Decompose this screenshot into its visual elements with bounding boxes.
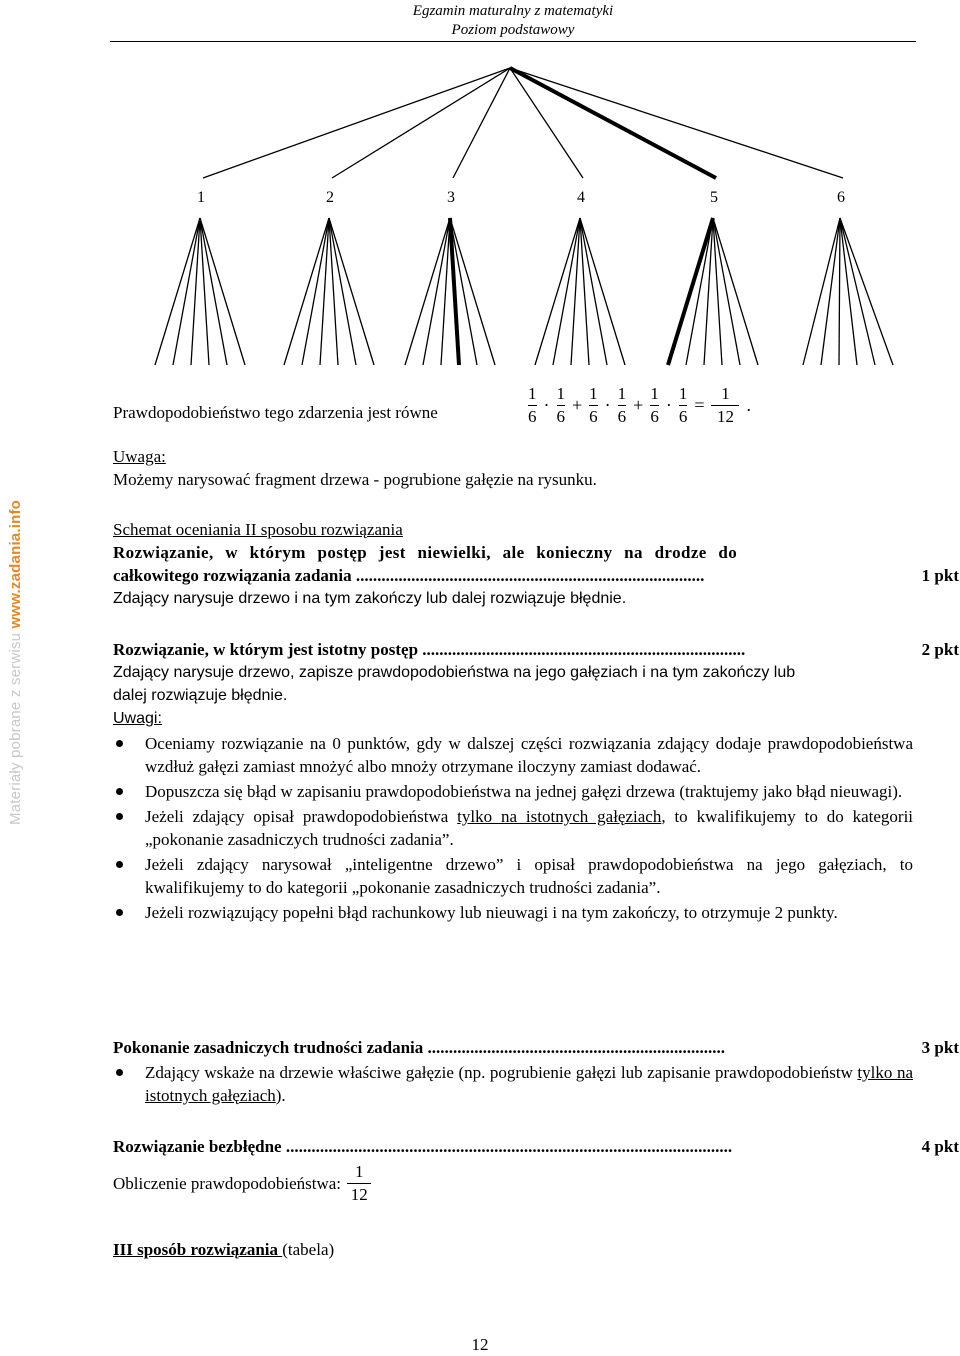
remark-item: Jeżeli rozwiązujący popełni błąd rachunkowy lub nieuwagi i na tym zakończy, to otrzymuje 2 punkty. (113, 901, 913, 924)
tree-node-label: 1 (197, 189, 205, 206)
level4-heading: Rozwiązanie bezbłędne (113, 1137, 282, 1156)
level4-calc (113, 1162, 959, 1205)
fraction-2: $\frac{1}{6}$ (556, 384, 565, 426)
level1-desc: Zdający narysuje drzewo i na tym zakończy lub dalej rozwiązuje błędnie. (113, 590, 627, 607)
tree-diagram (110, 60, 960, 380)
fraction-5: $\frac{1}{6}$ (650, 384, 659, 426)
operator: = (694, 395, 705, 415)
level2-desc: Zdający narysuje drzewo, zapisze prawdopodobieństwa na jego gałęziach i na tym zakończy lub dalej rozwiązuje błędnie. (113, 664, 796, 704)
header-line1: Egzamin maturalny z matematyki (412, 3, 614, 19)
probability-text: Prawdopodobieństwo tego zdarzenia jest równe (113, 403, 438, 422)
scheme-title: Schemat oceniania II sposobu rozwiązania (113, 520, 403, 539)
note-block (113, 445, 959, 491)
side-watermark (2, 480, 32, 825)
level1-heading-row (113, 564, 959, 587)
fraction-1: $\frac{1}{6}$ (528, 384, 537, 426)
subtree-branch (840, 218, 875, 365)
operator: + (572, 395, 583, 415)
bullet-icon (116, 909, 123, 916)
tree-branch (510, 68, 583, 178)
level3-heading: Pokonanie zasadniczych trudności zadania (113, 1038, 424, 1057)
bullet-icon (116, 1069, 123, 1076)
tree-branch (203, 68, 510, 178)
tree-branch (332, 68, 510, 178)
operator: · (665, 395, 672, 415)
remark-item: Jeżeli zdający opisał prawdopodobieństwa tylko na istotnych gałęziach, to kwalifikujemy to do kategorii „pokonanie zasadniczych trudności zadania”. (113, 805, 913, 851)
fraction-4: $\frac{1}{6}$ (617, 384, 627, 426)
level4-dots: ......................................................................................................... (281, 1137, 733, 1156)
level3-section (113, 1036, 959, 1109)
note-text: Możemy narysować fragment drzewa - pogrubione gałęzie na rysunku. (113, 470, 597, 489)
level2-remarks-title: Uwagi: (113, 710, 162, 727)
method3-suffix: (tabela) (282, 1240, 335, 1259)
probability-equation (523, 384, 753, 444)
tree-node-label: 6 (837, 189, 845, 206)
subtree-branch (839, 218, 840, 365)
level2-dots: ............................................................................ (418, 640, 746, 659)
note-title: Uwaga: (113, 447, 166, 466)
header-rule (110, 41, 916, 42)
subtree-branch (803, 218, 840, 365)
level2-remarks (113, 732, 913, 924)
fraction-6: $\frac{1}{6}$ (678, 384, 688, 426)
method3-title-row (113, 1238, 959, 1261)
tree-node-label: 5 (710, 189, 718, 206)
tree-branch (510, 68, 843, 178)
level1-heading-line1: Rozwiązanie, w którym postęp jest niewielki, ale konieczny na drodze do (113, 543, 738, 562)
calc-label: Obliczenie prawdopodobieństwa: (113, 1174, 342, 1193)
page-number: 12 (471, 1335, 489, 1354)
tree-node-label: 4 (577, 189, 585, 206)
level1-heading-line2: całkowitego rozwiązania zadania (113, 566, 352, 585)
level2-points: 2 pkt (921, 640, 959, 659)
level3-heading-row (113, 1036, 959, 1059)
page-header (380, 2, 646, 40)
level4-section (113, 1135, 959, 1158)
tree-branch (453, 68, 510, 178)
level4-points: 4 pkt (921, 1137, 959, 1156)
tree-node-label: 3 (447, 189, 455, 206)
operator: + (633, 395, 644, 415)
fraction-3: $\frac{1}{6}$ (589, 384, 598, 426)
level2-section (113, 638, 959, 926)
level4-heading-row (113, 1135, 959, 1158)
level3-points: 3 pkt (921, 1038, 959, 1057)
level3-item: Zdający wskaże na drzewie właściwe gałęzie (np. pogrubienie gałęzi lub zapisanie prawdopodobieństw tylko na istotnych gałęziach). (113, 1061, 913, 1107)
bullet-icon (116, 813, 123, 820)
remark-item: Oceniamy rozwiązanie na 0 punktów, gdy w dalszej części rozwiązania zdający dodaje prawdopodobieństwa wzdłuż gałęzi zamiast mnożyć albo mnoży otrzymane iloczyny zamiast dodawać. (113, 732, 913, 778)
probability-tree (110, 60, 960, 385)
watermark-prefix: Materiały pobrane z serwisu (7, 628, 24, 825)
level1-dots: .................................................................................. (351, 566, 705, 585)
level3-dots: ...................................................................... (423, 1038, 726, 1057)
scheme-section (113, 518, 959, 610)
level2-heading-row (113, 638, 959, 661)
bullet-icon (116, 740, 123, 747)
subtree-branch (821, 218, 840, 365)
tree-branch-bold (510, 68, 716, 178)
remark-item: Jeżeli zdający narysował „inteligentne drzewo” i opisał prawdopodobieństwa na jego gałęziach, to kwalifikujemy to do kategorii „pokonanie zasadniczych trudności zadania”. (113, 853, 913, 899)
calc-fraction: $\frac{1}{12}$ (347, 1162, 371, 1205)
operator: · (543, 395, 550, 415)
method3-title: III sposób rozwiązania (113, 1240, 283, 1259)
level2-heading: Rozwiązanie, w którym jest istotny postęp (113, 640, 419, 659)
bullet-icon (116, 861, 123, 868)
level3-items (113, 1061, 913, 1107)
fraction-result: $\frac{1}{12}$ (711, 384, 739, 427)
remark-item: Dopuszcza się błąd w zapisaniu prawdopodobieństwa na jednej gałęzi drzewa (traktujemy jako błąd nieuwagi). (113, 780, 913, 803)
tree-node-label: 2 (326, 189, 334, 206)
bullet-icon (116, 788, 123, 795)
level1-points: 1 pkt (921, 566, 959, 585)
operator: · (604, 395, 611, 415)
header-line2: Poziom podstawowy (451, 22, 575, 38)
period: . (746, 395, 751, 415)
watermark-site: www.zadania.info (7, 499, 24, 629)
